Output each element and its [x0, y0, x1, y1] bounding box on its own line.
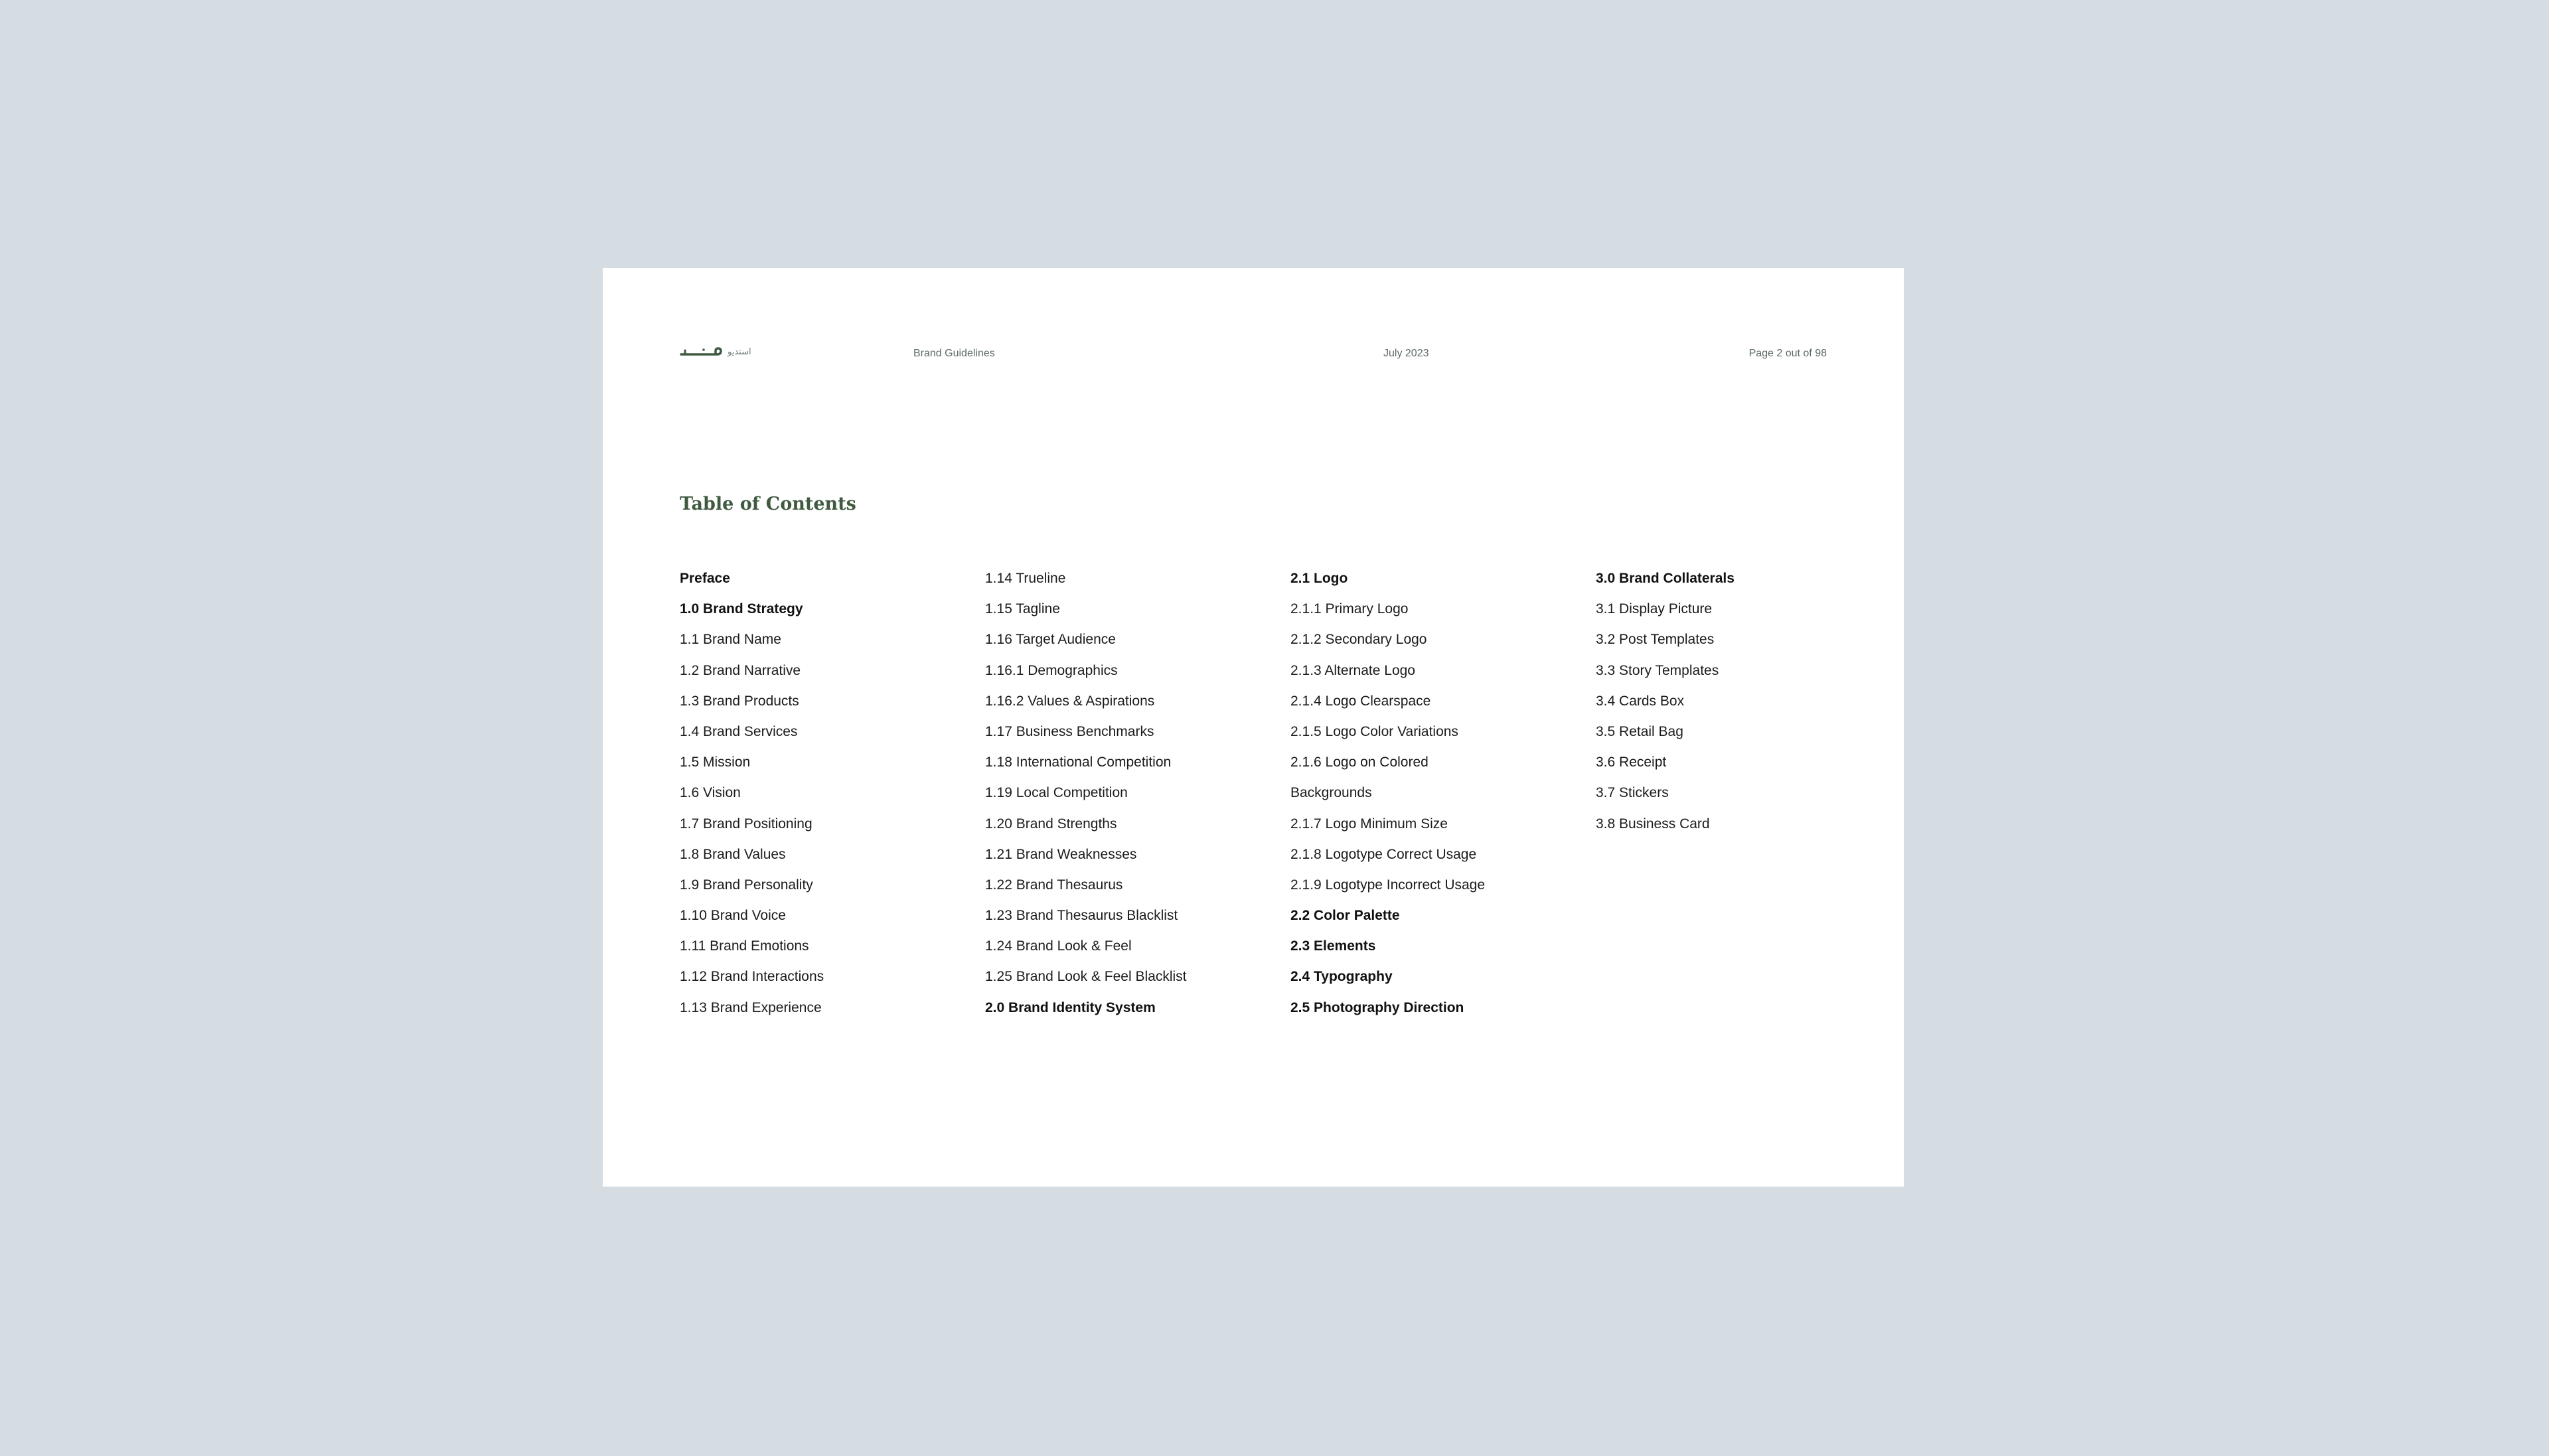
toc-entry[interactable]: 1.12 Brand Interactions	[680, 969, 824, 985]
brand-logo	[680, 345, 751, 358]
toc-entry[interactable]: 1.21 Brand Weaknesses	[985, 846, 1137, 862]
toc-entry[interactable]: 3.1 Display Picture	[1596, 601, 1713, 617]
toc-entry[interactable]: 3.4 Cards Box	[1596, 693, 1685, 709]
toc-column	[1596, 571, 1901, 1031]
toc-entry[interactable]: 2.1.2 Secondary Logo	[1290, 632, 1427, 648]
toc-column	[1290, 571, 1596, 1031]
toc-entry[interactable]: 1.18 International Competition	[985, 755, 1172, 770]
toc-entry[interactable]: 2.1.6 Logo on Colored	[1290, 755, 1429, 770]
toc-entry[interactable]: 2.1.5 Logo Color Variations	[1290, 723, 1458, 739]
toc-entry[interactable]: 2.0 Brand Identity System	[985, 999, 1156, 1015]
toc-entry[interactable]: 1.1 Brand Name	[680, 632, 781, 648]
toc-entry[interactable]: 1.16.1 Demographics	[985, 662, 1118, 678]
toc-entry[interactable]: 1.7 Brand Positioning	[680, 816, 812, 832]
toc-entry[interactable]: 1.14 Trueline	[985, 571, 1066, 586]
toc-entry[interactable]: 2.1 Logo	[1290, 571, 1348, 586]
toc-entry[interactable]: 1.6 Vision	[680, 785, 741, 801]
toc-entry[interactable]: 2.4 Typography	[1290, 969, 1393, 985]
toc-entry[interactable]: 2.3 Elements	[1290, 938, 1376, 954]
toc-entry[interactable]: 2.1.8 Logotype Correct Usage	[1290, 846, 1477, 862]
toc-entry[interactable]: 2.1.9 Logotype Incorrect Usage	[1290, 877, 1486, 893]
toc-entry[interactable]: Backgrounds	[1290, 785, 1372, 801]
toc-entry[interactable]: 2.1.4 Logo Clearspace	[1290, 693, 1431, 709]
toc-title: Table of Contents	[680, 494, 856, 514]
toc-entry[interactable]: 1.9 Brand Personality	[680, 877, 813, 893]
toc-entry[interactable]: 1.10 Brand Voice	[680, 908, 786, 924]
toc-entry[interactable]: 3.0 Brand Collaterals	[1596, 571, 1735, 586]
toc-entry[interactable]: 1.22 Brand Thesaurus	[985, 877, 1123, 893]
toc-entry[interactable]: 3.6 Receipt	[1596, 755, 1667, 770]
toc-entry[interactable]: 3.8 Business Card	[1596, 816, 1710, 832]
toc-entry[interactable]: 3.5 Retail Bag	[1596, 723, 1683, 739]
toc-entry[interactable]: 3.7 Stickers	[1596, 785, 1669, 801]
page-indicator: Page 2 out of 98	[1748, 348, 1827, 359]
toc-entry[interactable]: 2.1.1 Primary Logo	[1290, 601, 1409, 617]
toc-entry[interactable]: 1.16.2 Values & Aspirations	[985, 693, 1155, 709]
toc-column	[680, 571, 985, 1031]
toc-entry[interactable]: 1.15 Tagline	[985, 601, 1060, 617]
toc-entry[interactable]: 1.13 Brand Experience	[680, 999, 822, 1015]
toc-entry[interactable]: 1.16 Target Audience	[985, 632, 1116, 648]
toc-entry[interactable]: Preface	[680, 571, 730, 586]
document-page	[603, 268, 1904, 1187]
toc-entry[interactable]: 1.19 Local Competition	[985, 785, 1128, 801]
toc-entry[interactable]: 2.5 Photography Direction	[1290, 999, 1464, 1015]
toc-entry[interactable]: 1.8 Brand Values	[680, 846, 786, 862]
toc-entry[interactable]: 1.3 Brand Products	[680, 693, 799, 709]
toc-entry[interactable]: 1.0 Brand Strategy	[680, 601, 803, 617]
toc-entry[interactable]: 1.25 Brand Look & Feel Blacklist	[985, 969, 1187, 985]
page-header	[680, 341, 1827, 365]
document-title: Brand Guidelines	[913, 348, 995, 359]
toc-column	[985, 571, 1290, 1031]
document-date: July 2023	[1383, 348, 1429, 359]
toc-entry[interactable]: 1.20 Brand Strengths	[985, 816, 1117, 832]
table-of-contents	[680, 571, 1901, 1031]
toc-entry[interactable]: 1.4 Brand Services	[680, 723, 798, 739]
toc-entry[interactable]: 3.2 Post Templates	[1596, 632, 1715, 648]
toc-entry[interactable]: 1.5 Mission	[680, 755, 751, 770]
toc-entry[interactable]: 1.23 Brand Thesaurus Blacklist	[985, 908, 1178, 924]
toc-entry[interactable]: 1.17 Business Benchmarks	[985, 723, 1154, 739]
brand-logo-text: استديو	[728, 346, 751, 357]
toc-entry[interactable]: 1.11 Brand Emotions	[680, 938, 809, 954]
toc-entry[interactable]: 2.2 Color Palette	[1290, 908, 1400, 924]
toc-entry[interactable]: 2.1.7 Logo Minimum Size	[1290, 816, 1448, 832]
toc-entry[interactable]: 1.2 Brand Narrative	[680, 662, 801, 678]
brand-logo-mark-icon	[680, 345, 724, 358]
toc-entry[interactable]: 2.1.3 Alternate Logo	[1290, 662, 1415, 678]
toc-entry[interactable]: 1.24 Brand Look & Feel	[985, 938, 1132, 954]
toc-entry[interactable]: 3.3 Story Templates	[1596, 662, 1719, 678]
